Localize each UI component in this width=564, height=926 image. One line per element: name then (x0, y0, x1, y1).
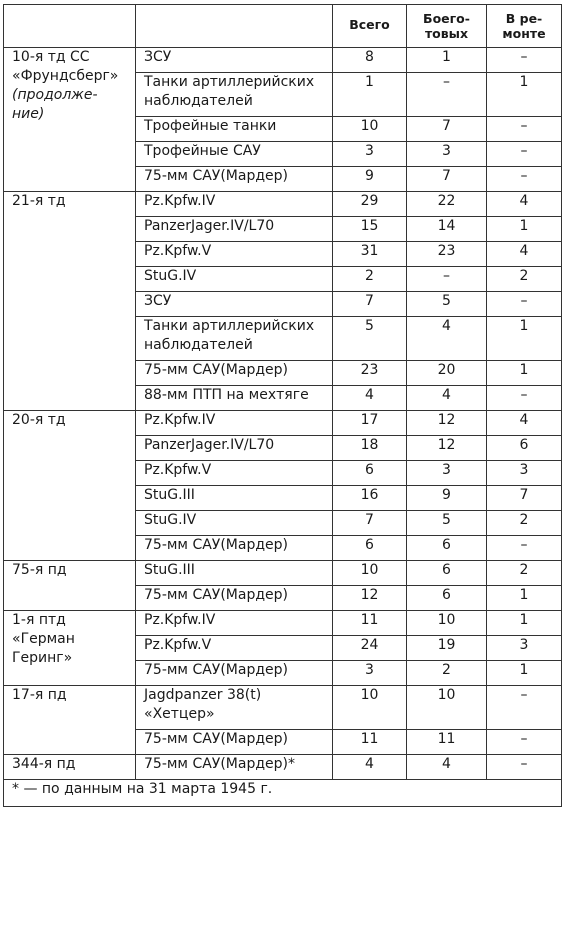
combat-cell: 19 (407, 636, 487, 661)
vehicle-cell: Трофейные САУ (136, 142, 333, 167)
vehicle-cell: Танки артиллерийских наблюдателей (136, 73, 333, 117)
repair-cell: – (487, 386, 562, 411)
total-cell: 7 (333, 511, 407, 536)
repair-cell: 7 (487, 486, 562, 511)
combat-cell: 7 (407, 167, 487, 192)
repair-cell: 3 (487, 461, 562, 486)
footnote: * — по данным на 31 марта 1945 г. (4, 780, 562, 807)
repair-cell: – (487, 117, 562, 142)
total-cell: 29 (333, 192, 407, 217)
combat-cell: 7 (407, 117, 487, 142)
repair-cell: 1 (487, 586, 562, 611)
combat-cell: 14 (407, 217, 487, 242)
header-combat-ready: Боего- товых (407, 5, 487, 48)
vehicle-cell: StuG.III (136, 561, 333, 586)
combat-cell: 5 (407, 511, 487, 536)
unit-cell: 21-я тд (4, 192, 136, 411)
repair-cell: – (487, 48, 562, 73)
total-cell: 4 (333, 386, 407, 411)
total-cell: 3 (333, 661, 407, 686)
combat-cell: 23 (407, 242, 487, 267)
total-cell: 1 (333, 73, 407, 117)
total-cell: 3 (333, 142, 407, 167)
total-cell: 6 (333, 461, 407, 486)
repair-cell: 4 (487, 242, 562, 267)
combat-cell: 5 (407, 292, 487, 317)
total-cell: 2 (333, 267, 407, 292)
repair-cell: 1 (487, 73, 562, 117)
total-cell: 31 (333, 242, 407, 267)
combat-cell: 12 (407, 436, 487, 461)
repair-cell: 1 (487, 217, 562, 242)
combat-cell: – (407, 73, 487, 117)
vehicle-cell: Танки артиллерийских наблюдателей (136, 317, 333, 361)
total-cell: 10 (333, 561, 407, 586)
total-cell: 23 (333, 361, 407, 386)
vehicle-cell: StuG.III (136, 486, 333, 511)
combat-cell: 6 (407, 561, 487, 586)
unit-name: 10-я тд СС «Фрундсберг» (12, 49, 119, 84)
vehicle-cell: 88-мм ПТП на мехтяге (136, 386, 333, 411)
vehicle-cell: 75-мм САУ(Мардер) (136, 536, 333, 561)
repair-cell: 6 (487, 436, 562, 461)
vehicle-cell: 75-мм САУ(Мардер) (136, 661, 333, 686)
repair-cell: 1 (487, 361, 562, 386)
repair-cell: – (487, 730, 562, 755)
table-row (4, 686, 562, 730)
total-cell: 10 (333, 117, 407, 142)
total-cell: 16 (333, 486, 407, 511)
repair-cell: – (487, 536, 562, 561)
combat-cell: 22 (407, 192, 487, 217)
header-vehicle (136, 5, 333, 48)
unit-cell: 17-я пд (4, 686, 136, 755)
total-cell: 5 (333, 317, 407, 361)
total-cell: 11 (333, 611, 407, 636)
repair-cell: 2 (487, 267, 562, 292)
repair-cell: 4 (487, 192, 562, 217)
total-cell: 10 (333, 686, 407, 730)
combat-cell: 4 (407, 755, 487, 780)
combat-cell: 1 (407, 48, 487, 73)
repair-cell: – (487, 292, 562, 317)
vehicle-cell: Jagdpanzer 38(t) «Хетцер» (136, 686, 333, 730)
vehicle-cell: Pz.Kpfw.IV (136, 192, 333, 217)
combat-cell: – (407, 267, 487, 292)
footnote-row (4, 780, 562, 807)
vehicle-cell: Pz.Kpfw.V (136, 461, 333, 486)
table-row (4, 192, 562, 217)
combat-cell: 10 (407, 686, 487, 730)
repair-cell: 1 (487, 611, 562, 636)
table-row (4, 561, 562, 586)
vehicle-cell: 75-мм САУ(Мардер)* (136, 755, 333, 780)
total-cell: 6 (333, 536, 407, 561)
vehicle-cell: 75-мм САУ(Мардер) (136, 730, 333, 755)
total-cell: 17 (333, 411, 407, 436)
combat-cell: 4 (407, 317, 487, 361)
total-cell: 8 (333, 48, 407, 73)
vehicle-cell: PanzerJager.IV/L70 (136, 217, 333, 242)
vehicle-cell: ЗСУ (136, 48, 333, 73)
vehicle-cell: Pz.Kpfw.IV (136, 411, 333, 436)
combat-cell: 2 (407, 661, 487, 686)
combat-cell: 6 (407, 536, 487, 561)
vehicle-cell: 75-мм САУ(Мардер) (136, 586, 333, 611)
combat-cell: 3 (407, 142, 487, 167)
repair-cell: 1 (487, 661, 562, 686)
unit-cell: 344-я пд (4, 755, 136, 780)
repair-cell: – (487, 167, 562, 192)
vehicle-cell: Pz.Kpfw.V (136, 242, 333, 267)
vehicle-cell: 75-мм САУ(Мардер) (136, 361, 333, 386)
vehicle-cell: StuG.IV (136, 511, 333, 536)
repair-cell: 4 (487, 411, 562, 436)
combat-cell: 6 (407, 586, 487, 611)
unit-cell (4, 48, 136, 192)
repair-cell: 3 (487, 636, 562, 661)
table-row (4, 48, 562, 73)
header-in-repair: В ре- монте (487, 5, 562, 48)
total-cell: 15 (333, 217, 407, 242)
total-cell: 12 (333, 586, 407, 611)
total-cell: 4 (333, 755, 407, 780)
repair-cell: – (487, 755, 562, 780)
table-row (4, 755, 562, 780)
repair-cell: 2 (487, 561, 562, 586)
combat-cell: 10 (407, 611, 487, 636)
header-total: Всего (333, 5, 407, 48)
total-cell: 24 (333, 636, 407, 661)
header-row (4, 5, 562, 48)
vehicle-cell: ЗСУ (136, 292, 333, 317)
repair-cell: 2 (487, 511, 562, 536)
vehicle-cell: Pz.Kpfw.IV (136, 611, 333, 636)
vehicle-cell: 75-мм САУ(Мардер) (136, 167, 333, 192)
unit-cell: 75-я пд (4, 561, 136, 611)
total-cell: 18 (333, 436, 407, 461)
combat-cell: 20 (407, 361, 487, 386)
vehicle-cell: StuG.IV (136, 267, 333, 292)
unit-note: (продолже-ние) (12, 87, 98, 122)
total-cell: 7 (333, 292, 407, 317)
total-cell: 9 (333, 167, 407, 192)
repair-cell: 1 (487, 317, 562, 361)
repair-cell: – (487, 142, 562, 167)
vehicle-cell: Трофейные танки (136, 117, 333, 142)
table-row (4, 411, 562, 436)
repair-cell: – (487, 686, 562, 730)
unit-cell: 20-я тд (4, 411, 136, 561)
unit-cell: 1-я птд «Герман Геринг» (4, 611, 136, 686)
vehicle-strength-table (3, 4, 562, 807)
combat-cell: 4 (407, 386, 487, 411)
vehicle-cell: PanzerJager.IV/L70 (136, 436, 333, 461)
header-unit (4, 5, 136, 48)
combat-cell: 12 (407, 411, 487, 436)
total-cell: 11 (333, 730, 407, 755)
table-row (4, 611, 562, 636)
combat-cell: 3 (407, 461, 487, 486)
combat-cell: 9 (407, 486, 487, 511)
combat-cell: 11 (407, 730, 487, 755)
vehicle-cell: Pz.Kpfw.V (136, 636, 333, 661)
